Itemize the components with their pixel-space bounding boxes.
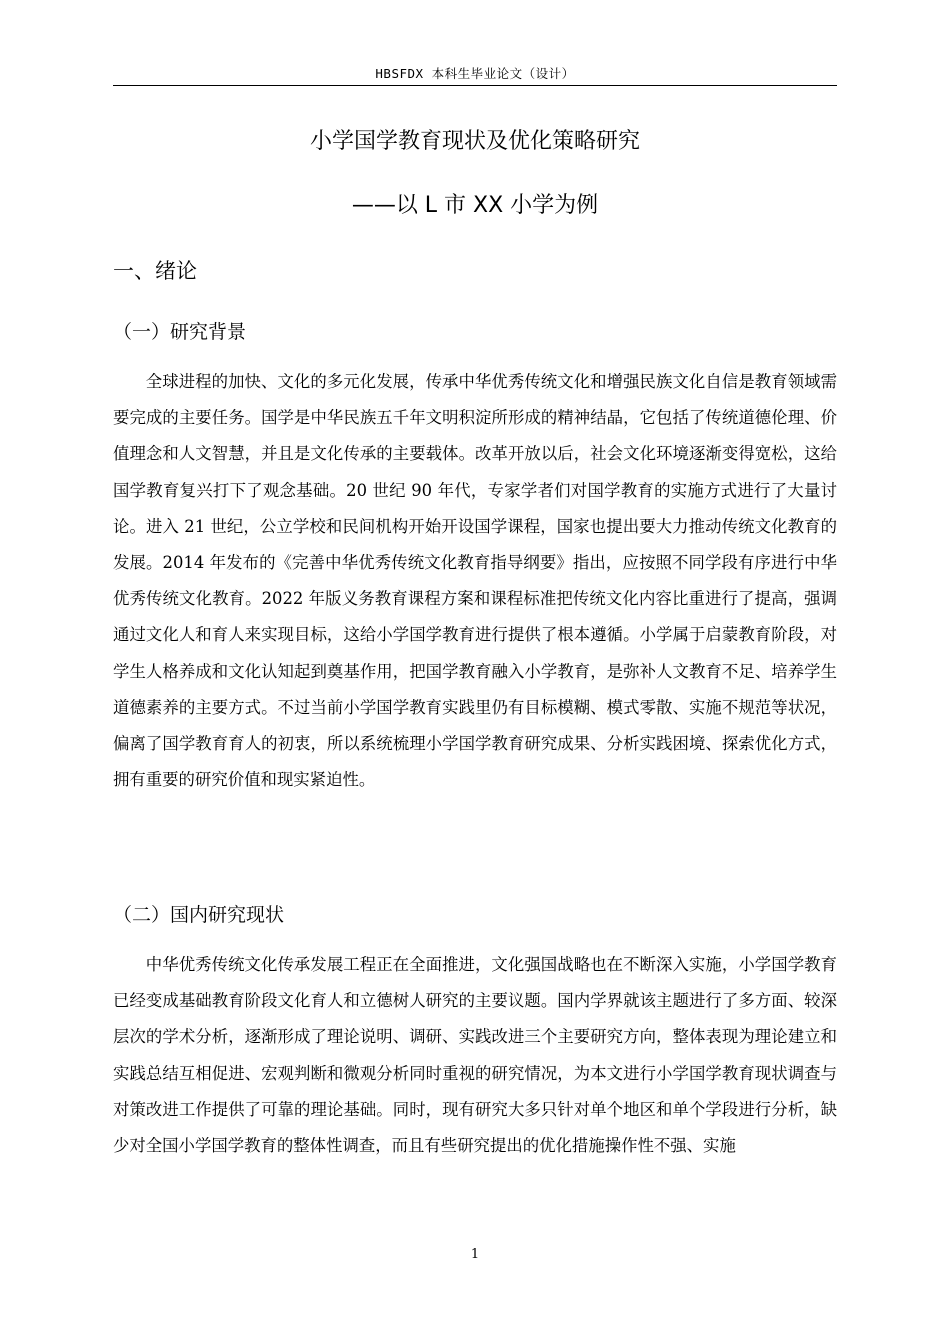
header-rule (113, 85, 837, 86)
running-header: HBSFDX 本科生毕业论文（设计） (375, 66, 575, 81)
subsection-heading-background: （一）研究背景 (113, 321, 247, 343)
section-heading: 一、绪论 (113, 259, 197, 283)
paragraph-background: 全球进程的加快、文化的多元化发展，传承中华优秀传统文化和增强民族文化自信是教育领域需要完成的主要任务。国学是中华民族五千年文明积淀所形成的精神结晶，它包括了传统道德伦理、价值理念和人文智慧，并且是文化传承的主要载体。改革开放以后，社会文化环境逐渐变得宽松，这给国学教育复兴打下了观念基础。20 世纪 90 年代，专家学者们对国学教育的实施方式进行了大量讨论。进入 21 世纪，公立学校和民间机构开始开设国学课程，国家也提出要大力推动传统文化教育的发展。2014 年发布的《完善中华优秀传统文化教育指导纲要》指出，应按照不同学段有序进行中华优秀传统文化教育。2022 年版义务教育课程方案和课程标准把传统文化内容比重进行了提高，强调通过文化人和育人来实现目标，这给小学国学教育进行提供了根本遵循。小学属于启蒙教育阶段，对学生人格养成和文化认知起到奠基作用，把国学教育融入小学教育，是弥补人文教育不足、培养学生道德素养的主要方式。不过当前小学国学教育实践里仍有目标模糊、模式零散、实施不规范等状况，偏离了国学教育育人的初衷，所以系统梳理小学国学教育研究成果、分析实践困境、探索优化方式，拥有重要的研究价值和现实紧迫性。 (113, 372, 837, 790)
page-number: 1 (470, 1247, 480, 1262)
paper-subtitle: ——以 L 市 XX 小学为例 (351, 193, 599, 218)
subsection-heading-domestic-research: （二）国内研究现状 (113, 904, 285, 926)
paper-title: 小学国学教育现状及优化策略研究 (309, 129, 640, 154)
paragraph-domestic-research: 中华优秀传统文化传承发展工程正在全面推进，文化强国战略也在不断深入实施，小学国学教育已经变成基础教育阶段文化育人和立德树人研究的主要议题。国内学界就该主题进行了多方面、较深层次的学术分析，逐渐形成了理论说明、调研、实践改进三个主要研究方向，整体表现为理论建立和实践总结互相促进、宏观判断和微观分析同时重视的研究情况，为本文进行小学国学教育现状调查与对策改进工作提供了可靠的理论基础。同时，现有研究大多只针对单个地区和单个学段进行分析，缺少对全国小学国学教育的整体性调查，而且有些研究提出的优化措施操作性不强、实施 (113, 955, 837, 1156)
